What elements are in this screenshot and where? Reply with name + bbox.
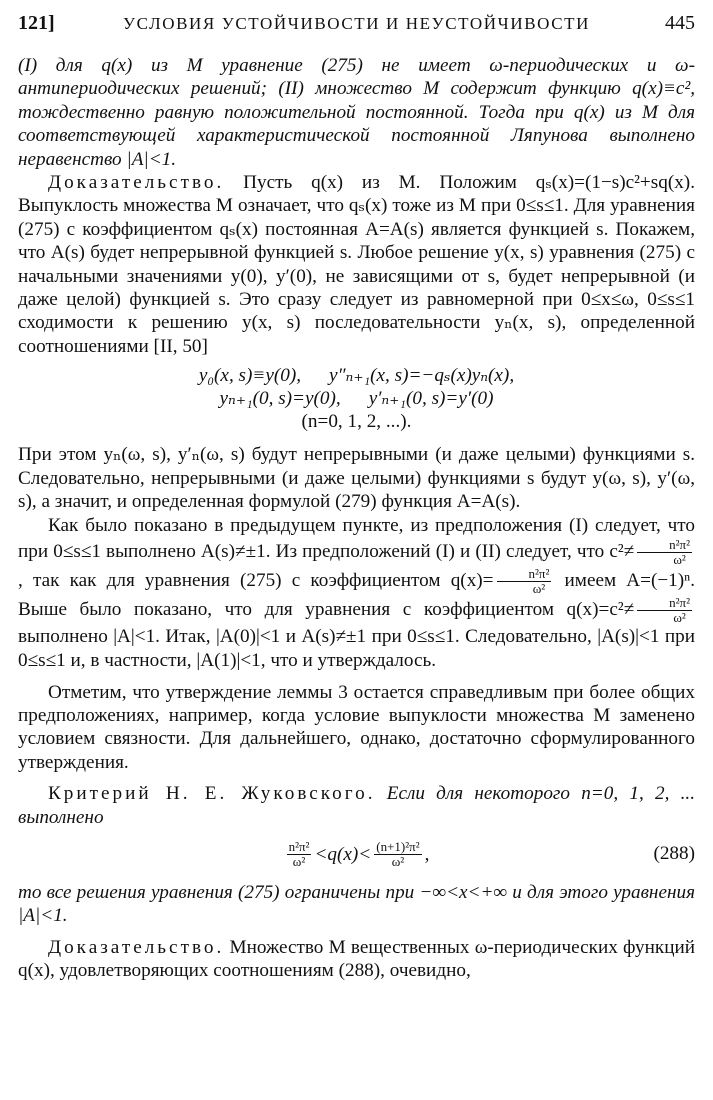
fraction-n2pi2-omega2: $\frac{\text{n²π²}}{\text{ω²}}$: [637, 538, 692, 567]
fraction-n2pi2-omega2: $\frac{\text{n²π²}}{\text{ω²}}$: [497, 567, 552, 596]
system-ode: y″ₙ₊₁(x, s)=−qₛ(x)yₙ(x),: [329, 365, 515, 387]
criterion-paragraph: [18, 782, 695, 829]
equation-288: [18, 831, 695, 879]
criterion-label: Критерий Н. Е. Жуковского.: [48, 783, 376, 805]
system-row-1: [18, 364, 695, 387]
page-body: [18, 54, 695, 983]
proof2-paragraph: [18, 936, 695, 983]
argument-text-d: выполнено |A|<1. Итак, |A(0)|<1 и A(s)≠±1 при 0≤s≤1. Следовательно, |A(s)|<1 при 0≤s≤1 и, в частности, |A(1)|<1, что и утверждалось.: [18, 625, 695, 671]
running-header: [18, 12, 695, 40]
remark-paragraph: Отметим, что утверждение леммы 3 остается справедливым при более общих предположениях, например, когда условие выпуклости множества M заменено условием связности. Для дальнейшего, однако, достаточно сформулированного утверждения.: [18, 681, 695, 773]
argument-paragraph: [18, 514, 695, 673]
argument-text-c: имеем A=(−1)ⁿ. Выше было показано, что для уравнения с коэффициентом q(x)=c²≠: [18, 569, 695, 620]
system-initial-derivative: y′ₙ₊₁(0, s)=y′(0): [368, 388, 494, 410]
proof-paragraph: [18, 171, 695, 358]
criterion-conclusion: то все решения уравнения (275) ограничены при −∞<x<+∞ и для этого уравнения |A|<1.: [18, 881, 695, 927]
lemma-continuation: (I) для q(x) из M уравнение (275) не имеет ω-периодических и ω-антипериодических решений; (II) множество M содержит функцию q(x)≡c², тождественно равную положительной постоянной. Тогда при q(x) из M для соответствующей характеристической постоянной Ляпунова выполнено неравенство |A|<1.: [18, 55, 695, 170]
eq-left-fraction: $\frac{\text{n²π²}}{\text{ω²}}$: [288, 839, 310, 870]
system-initial-y0: y₀(x, s)≡y(0),: [198, 365, 302, 387]
recurrence-system: [18, 364, 695, 433]
fraction-n2pi2-omega2: $\frac{\text{n²π²}}{\text{ω²}}$: [637, 596, 692, 625]
eq-right-fraction: $\frac{\text{(n+1)²π²}}{\text{ω²}}$: [376, 839, 420, 870]
system-initial-value: yₙ₊₁(0, s)=y(0),: [219, 388, 341, 410]
argument-text-b: , так как для уравнения (275) с коэффициентом q(x)=: [18, 569, 494, 591]
continuity-paragraph: При этом yₙ(ω, s), y′ₙ(ω, s) будут непрерывными (и даже целыми) функциями s. Следовательно, непрерывными (и даже целыми) функциями s будут y(ω, s), y′(ω, s), а значит, и определенная формулой (279) функция A=A(s).: [18, 444, 695, 513]
eq-middle: <q(x)<: [314, 843, 372, 865]
equation-number: (288): [653, 842, 695, 864]
system-index-range: (n=0, 1, 2, ...).: [301, 411, 412, 433]
proof-label: Доказательство.: [48, 172, 225, 194]
proof-text: Пусть q(x) из M. Положим qₛ(x)=(1−s)c²+sq(x). Выпуклость множества M означает, что qₛ(x) тоже из M при 0≤s≤1. Для уравнения (275) с коэффициентом qₛ(x) постоянная A=A(s) является функцией s. Покажем, что A(s) будет непрерывной функцией s. Любое решение y(x, s) уравнения (275) с начальными значениями y(0), y′(0), не зависящими от s, будет непрерывной (и даже целой) функцией s. Это сразу следует из равномерной при 0≤x≤ω, 0≤s≤1 сходимости к решению y(x, s) последовательности yₙ(x, s), определенной соотношениями [II, 50]: [18, 172, 695, 357]
eq-tail: ,: [424, 843, 430, 865]
argument-text-a: Как было показано в предыдущем пункте, из предположения (I) следует, что при 0≤s≤1 выполнено A(s)≠±1. Из предположений (I) и (II) следует, что c²≠: [18, 514, 695, 562]
system-row-2: [18, 387, 695, 410]
running-title: УСЛОВИЯ УСТОЙЧИВОСТИ И НЕУСТОЙЧИВОСТИ: [122, 14, 591, 33]
section-number: 121]: [18, 12, 55, 34]
page-number: 445: [665, 12, 695, 34]
criterion-text: Если для некоторого n=0, 1, 2, ... выполнено: [18, 783, 696, 828]
proof2-text: Множество M вещественных ω-периодических функций q(x), удовлетворяющих соотношениям (288), очевидно,: [18, 936, 695, 982]
proof2-label: Доказательство.: [48, 936, 225, 958]
